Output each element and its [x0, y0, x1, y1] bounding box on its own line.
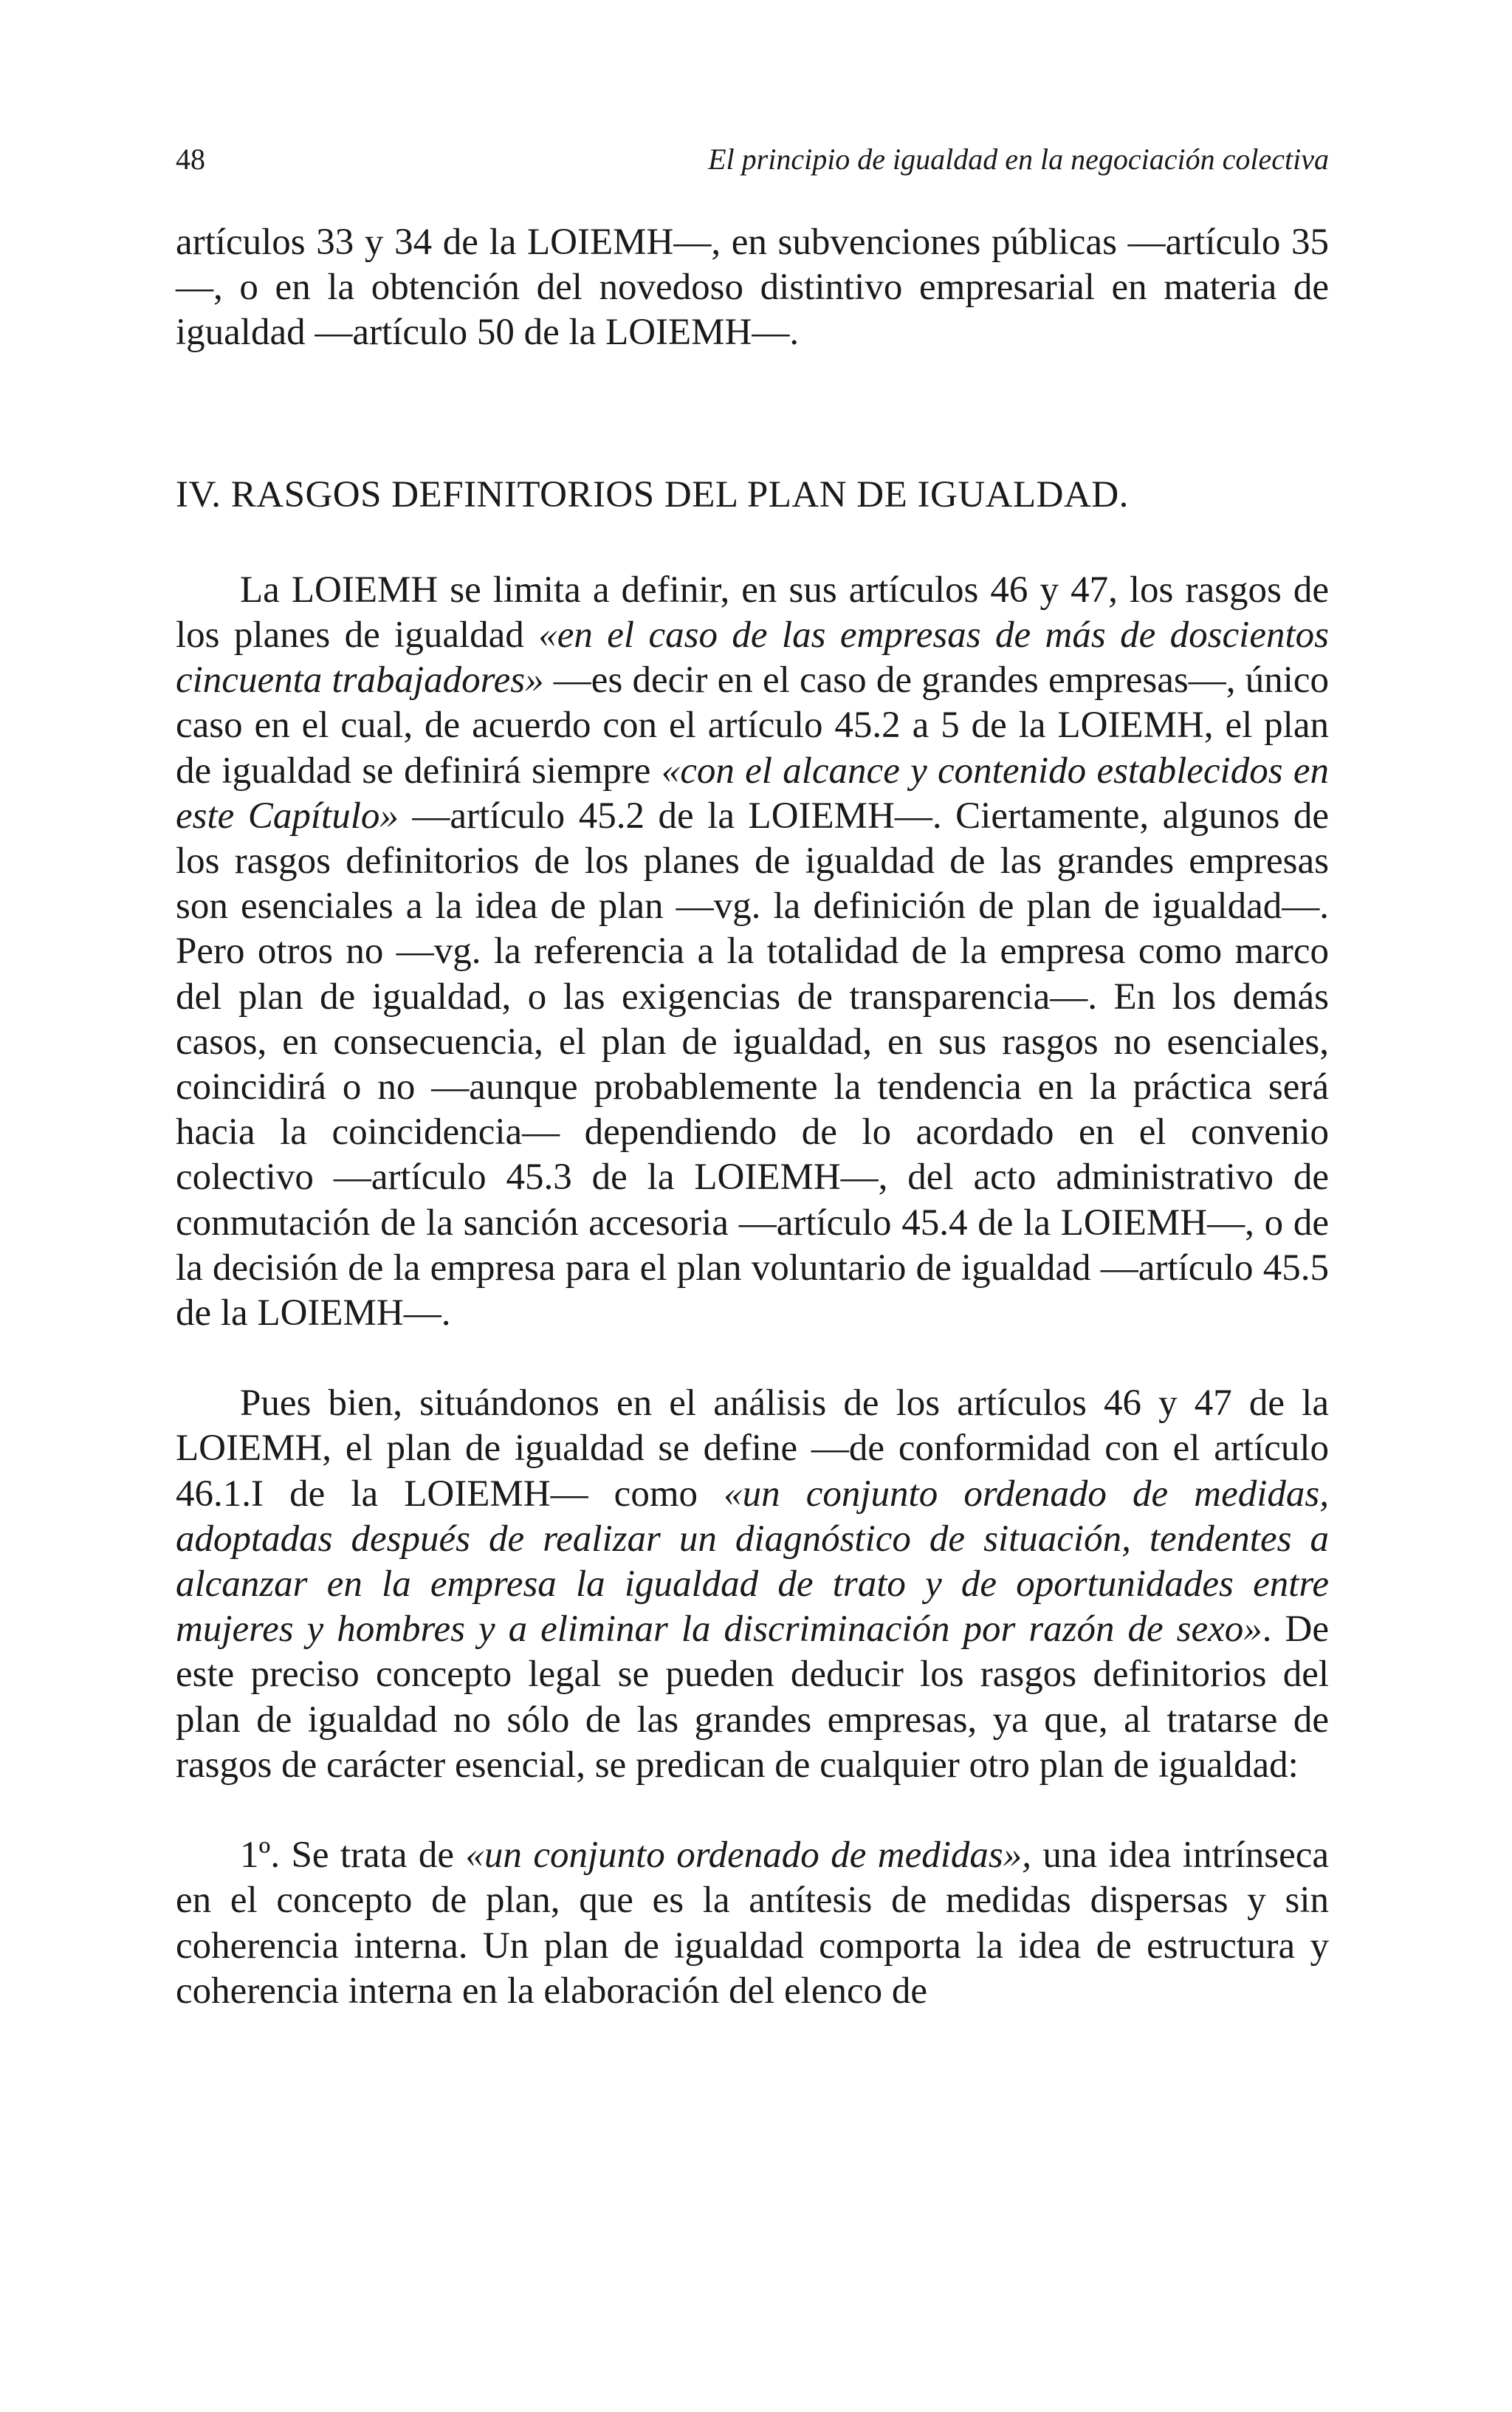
- body-text: [176, 220, 1329, 2014]
- paragraph-3-quote: «un conjunto ordenado de medidas»,: [465, 1834, 1031, 1877]
- paragraph-3: [176, 1833, 1329, 2014]
- paragraph-1-quote-1: «en el caso de las empresas de más de doscientos cincuenta trabajadores»: [176, 614, 1329, 702]
- paragraph-3-text-c: una idea intrínseca en el concepto de plan, que es la antítesis de medidas dispersas y sin coherencia interna. Un plan de igualdad comporta la idea de estructura y coherencia interna en la elaboración del elenco de: [176, 1834, 1330, 2012]
- paragraph-2-text-c: . De este preciso concepto legal se pueden deducir los rasgos definitorios del plan de igualdad no sólo de las grandes empresas, ya que, al tratarse de rasgos de carácter esencial, se predican de cualquier otro plan de igualdad:: [176, 1608, 1329, 1786]
- paragraph-continued: artículos 33 y 34 de la LOIEMH—, en subvenciones públicas —artículo 35—, o en la obtención del novedoso distintivo empresarial en materia de igualdad —artículo 50 de la LOIEMH—.: [176, 222, 1329, 354]
- paragraph-2-text-a: Pues bien, situándonos en el análisis de los artículos 46 y 47 de la LOIEMH, el plan de igualdad se define —de conformidad con el artículo 46.1.I de la LOIEMH— como: [176, 1383, 1329, 1515]
- paragraph-1-text-e: —artículo 45.2 de la LOIEMH—. Ciertamente, algunos de los rasgos definitorios de los planes de igualdad de las grandes empresas son esenciales a la idea de plan —vg. la definición de plan de igualdad—. Pero otros no —vg. la referencia a la totalidad de la empresa como marco del plan de igualdad, o las exigencias de transparencia—. En los demás casos, en consecuencia, el plan de igualdad, en sus rasgos no esenciales, coincidirá o no —aunque probablemente la tendencia en la práctica será hacia la coincidencia— dependiendo de lo acordado en el convenio colectivo —artículo 45.3 de la LOIEMH—, del acto administrativo de conmutación de la sanción accesoria —artículo 45.4 de la LOIEMH—, o de la decisión de la empresa para el plan voluntario de igualdad —artículo 45.5 de la LOIEMH—.: [176, 795, 1329, 1335]
- paragraph-3-text-a: 1º. Se trata de: [240, 1834, 466, 1877]
- running-title: El principio de igualdad en la negociación colectiva: [708, 143, 1329, 176]
- paragraph-2-quote: «un conjunto ordenado de medidas, adoptadas después de realizar un diagnóstico de situación, tendentes a alcanzar en la empresa la igualdad de trato y de oportunidades entre mujeres y hombres y a eliminar la discriminación por razón de sexo»: [176, 1473, 1330, 1651]
- paragraph-1-text-a: La LOIEMH se limita a definir, en sus artículos 46 y 47, los rasgos de los planes de igualdad: [176, 569, 1329, 657]
- paragraph-1-quote-2: «con el alcance y contenido establecidos en este Capítulo»: [176, 750, 1329, 837]
- page-number: 48: [176, 143, 205, 176]
- running-header: [176, 137, 1329, 182]
- section-heading: IV. RASGOS DEFINITORIOS DEL PLAN DE IGUALDAD.: [176, 473, 1129, 515]
- paragraph-1-text-c: —es decir en el caso de grandes empresas—, único caso en el cual, de acuerdo con el artículo 45.2 a 5 de la LOIEMH, el plan de igualdad se definirá siempre: [176, 659, 1329, 792]
- paragraph-1: [176, 568, 1329, 1336]
- paragraph-2: [176, 1381, 1329, 1788]
